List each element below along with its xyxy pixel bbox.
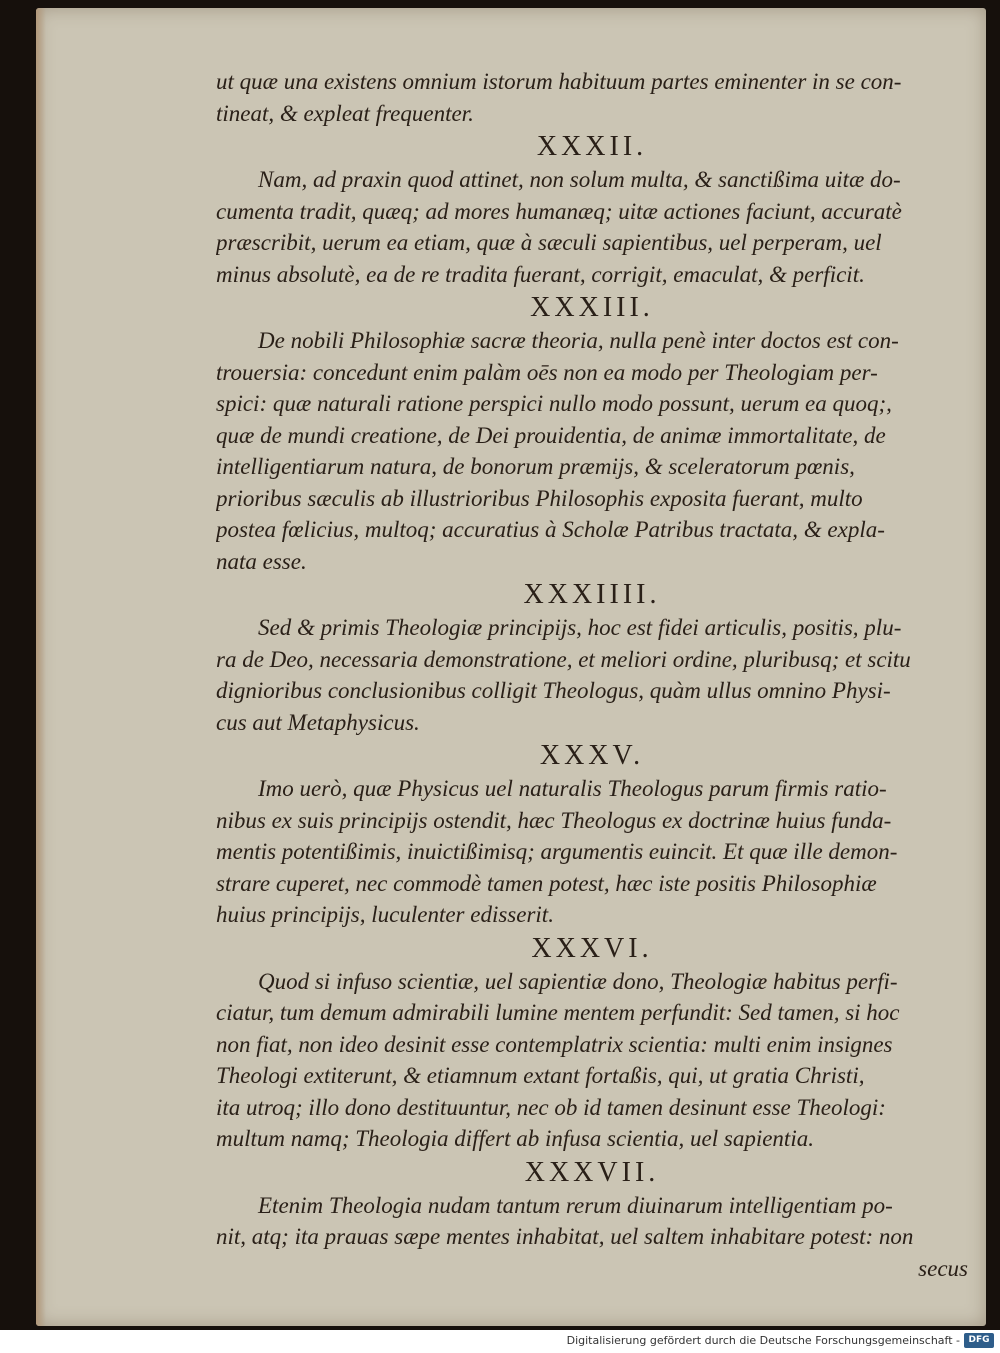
section-number: XXXV.: [539, 740, 645, 771]
footer-credit: Digitalisierung gefördert durch die Deutsche Forschungsgemeinschaft -: [566, 1334, 960, 1347]
text-line: trouersia: concedunt enim palàm oēs non ea modo per Theologiam per-: [216, 359, 878, 385]
text-line: postea fœlicius, multoq; accuratius à Scholæ Patribus tractata, & expla-: [216, 517, 885, 542]
text-line: ra de Deo, necessaria demonstratione, et meliori ordine, pluribusq; et scitu: [216, 646, 911, 672]
footer-bar: [0, 1330, 1000, 1353]
text-line: Nam, ad praxin quod attinet, non solum multa, & sanctißima uitæ do-: [258, 167, 901, 192]
text-line: prioribus sæculis ab illustrioribus Philosophis exposita fuerant, multo: [216, 485, 863, 511]
text-line: mentis potentißimis, inuictißimisq; argumentis euincit. Et quæ ille demon-: [216, 839, 898, 864]
text-line: nata esse.: [216, 548, 307, 574]
text-line: nit, atq; ita prauas sæpe mentes inhabitat, uel saltem inhabitare potest: non: [216, 1224, 914, 1249]
text-line: non fiat, non ideo desinit esse contemplatrix scientia: multi enim insignes: [216, 1031, 893, 1057]
text-line: dignioribus conclusionibus colligit Theologus, quàm ullus omnino Physi-: [216, 678, 891, 703]
text-line: Sed & primis Theologiæ principijs, hoc est fidei articulis, positis, plu-: [258, 615, 902, 640]
text-line: multum namq; Theologia differt ab infusa scientia, uel sapientia.: [216, 1126, 814, 1151]
text-line: ut quæ una existens omnium istorum habituum partes eminenter in se con-: [216, 69, 902, 94]
text-line: intelligentiarum natura, de bonorum præmijs, & sceleratorum pœnis,: [216, 454, 855, 479]
text-line: Quod si infuso scientiæ, uel sapientiæ dono, Theologiæ habitus perfi-: [258, 968, 898, 994]
text-line: minus absolutè, ea de re tradita fuerant, corrigit, emaculat, & perficit.: [216, 261, 865, 287]
section-number: XXXVI.: [531, 932, 653, 964]
section-number: XXXIII.: [530, 292, 654, 323]
text-line: tineat, & expleat frequenter.: [216, 100, 474, 126]
section-number: XXXVII.: [524, 1156, 660, 1188]
catchword: secus: [918, 1255, 968, 1281]
text-line: spici: quæ naturali ratione perspici nullo modo possunt, uerum ea quoq;,: [216, 391, 892, 416]
text-line: Theologi extiterunt, & etiamnum extant fortaßis, qui, ut gratia Christi,: [216, 1063, 865, 1088]
text-line: ita utroq; illo dono destituuntur, nec ob id tamen desinunt esse Theologi:: [216, 1094, 886, 1120]
text-line: præscribit, uerum ea etiam, quæ à sæculi sapientibus, uel perperam, uel: [216, 230, 882, 255]
text-line: Imo uerò, quæ Physicus uel naturalis Theologus parum firmis ratio-: [258, 776, 887, 801]
text-line: De nobili Philosophiæ sacræ theoria, nulla penè inter doctos est con-: [258, 328, 899, 353]
text-line: Etenim Theologia nudam tantum rerum diuinarum intelligentiam po-: [258, 1192, 893, 1218]
text-line: nibus ex suis principijs ostendit, hæc Theologus ex doctrinæ huius funda-: [216, 807, 892, 833]
text-line: cus aut Metaphysicus.: [216, 709, 420, 735]
text-line: huius principijs, luculenter edisserit.: [216, 902, 554, 927]
text-line: quæ de mundi creatione, de Dei prouidentia, de animæ immortalitate, de: [216, 422, 886, 448]
dfg-logo-icon: DFG: [964, 1333, 994, 1348]
section-number: XXXII.: [536, 131, 648, 162]
page-text: [216, 66, 968, 1284]
text-line: strare cuperet, nec commodè tamen potest, hæc iste positis Philosophiæ: [216, 870, 877, 896]
section-number: XXXIIII.: [523, 579, 661, 610]
text-line: cumenta tradit, quæq; ad mores humanæq; uitæ actiones faciunt, accuratè: [216, 198, 902, 224]
book-page: [36, 8, 986, 1326]
text-line: ciatur, tum demum admirabili lumine mentem perfundit: Sed tamen, si hoc: [216, 1000, 900, 1025]
